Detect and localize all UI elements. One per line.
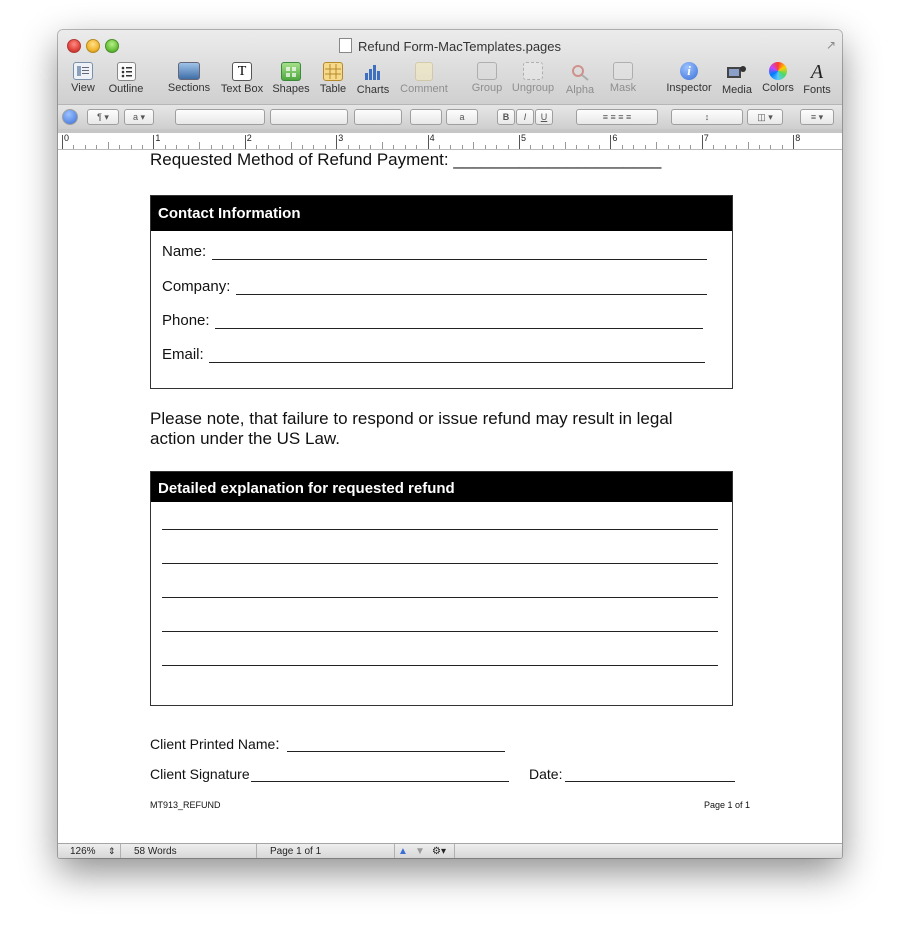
document-icon [339,38,352,53]
ruler-major-tick [428,135,429,149]
toolbar-outline-button[interactable] [105,62,147,102]
ruler-minor-tick [622,145,623,149]
client-printed-name-colon: : [275,736,280,753]
ruler-minor-tick [668,145,669,149]
toolbar-comment-label: Comment [400,83,448,95]
ruler-major-tick [702,135,703,149]
ruler-major-tick [245,135,246,149]
zoom-popup[interactable] [70,845,96,858]
alignment-buttons[interactable]: ≡ ≡ ≡ ≡ [576,109,658,125]
ruler-minor-tick [679,145,680,149]
toolbar-ungroup-label: Ungroup [511,82,555,94]
ruler-minor-tick [405,145,406,149]
ruler-minor-tick [188,145,189,149]
client-printed-name-label [150,736,280,754]
toolbar-fonts-button[interactable] [800,62,834,102]
toolbar-text-box-label: Text Box [220,83,264,95]
ruler-number: 1 [155,133,161,143]
ruler-major-tick [519,135,520,149]
toolbar-mask-label: Mask [609,82,637,94]
legal-note-line-2: action under the US Law. [150,429,340,448]
colors-icon [769,62,787,80]
ruler-minor-tick [576,145,577,149]
toolbar-alpha-button[interactable] [563,62,597,102]
ruler-minor-tick [131,145,132,149]
explanation-line[interactable] [162,665,718,666]
ruler-minor-tick [416,145,417,149]
underline-button[interactable] [535,109,553,125]
inspector-icon: i [680,62,698,80]
ruler-minor-tick [73,145,74,149]
ruler-minor-tick [736,145,737,149]
ruler-number: 4 [429,133,435,143]
ruler-minor-tick [119,145,120,149]
pages-window [58,30,842,858]
ruler-minor-tick [485,145,486,149]
toolbar-inspector-button[interactable] [664,62,714,102]
table-icon [323,62,343,81]
ruler-minor-tick [382,142,383,149]
previous-page-arrow-icon[interactable]: ▲ [398,846,408,857]
contact-email-label: Email: [162,346,204,363]
contact-phone-label: Phone: [162,312,210,329]
zoom-stepper-icon[interactable]: ⇕ [108,846,116,856]
ruler-minor-tick [96,145,97,149]
toolbar-shapes-button[interactable] [271,62,311,102]
ruler-minor-tick [165,145,166,149]
gear-icon[interactable]: ⚙▾ [432,846,446,857]
character-style-glyph: a [132,112,138,122]
ruler-minor-tick [233,145,234,149]
ruler-number: 5 [521,133,527,143]
ruler-number: 3 [338,133,344,143]
ruler-major-tick [153,135,154,149]
ruler-minor-tick [565,142,566,149]
toolbar-outline-label: Outline [108,83,144,95]
toolbar-fonts-label: Fonts [803,84,831,96]
ruler-major-tick [610,135,611,149]
footer-form-code: MT913_REFUND [150,800,221,810]
contact-company-field[interactable] [236,294,707,295]
toolbar-media-button[interactable] [720,62,754,102]
contact-name-label: Name: [162,243,207,260]
window-title [58,38,842,54]
toolbar-group-label: Group [471,82,503,94]
ruler-minor-tick [508,145,509,149]
bold-button[interactable] [497,109,515,125]
ruler-minor-tick [462,145,463,149]
group-icon [477,62,497,80]
italic-button[interactable] [516,109,534,125]
mask-icon [613,62,633,80]
shapes-icon [281,62,301,81]
status-divider [454,844,455,858]
toolbar-colors-button[interactable] [760,62,796,102]
view-icon [73,62,93,80]
character-style-popup[interactable]: a ▾ [124,109,154,125]
ruler-minor-tick [588,145,589,149]
ruler-minor-tick [348,145,349,149]
refund-method-line[interactable]: Requested Method of Refund Payment: ______________________ [150,150,662,169]
ruler-minor-tick [108,142,109,149]
ruler-minor-tick [782,145,783,149]
contact-email-field[interactable] [209,362,705,363]
toolbar-shapes-label: Shapes [272,83,310,95]
ruler-minor-tick [176,145,177,149]
ruler-minor-tick [473,142,474,149]
client-printed-name-field[interactable] [287,751,505,752]
ruler-minor-tick [291,142,292,149]
ruler-minor-tick [450,145,451,149]
ruler-minor-tick [199,142,200,149]
ruler-number: 2 [246,133,252,143]
toolbar-alpha-label: Alpha [565,84,595,96]
font-size-combo[interactable] [354,109,402,125]
status-divider [120,844,121,858]
text-color-well[interactable] [410,109,442,125]
explanation-box [150,471,733,706]
ruler-minor-tick [713,145,714,149]
legal-note-line-1: Please note, that failure to respond or issue refund may result in legal [150,409,673,428]
date-label: Date: [529,766,563,782]
contact-phone-field[interactable] [215,328,703,329]
ruler-major-tick [62,135,63,149]
client-signature-field[interactable] [251,781,509,782]
toolbar-mask-button[interactable] [607,62,639,102]
word-count: 58 Words [134,846,177,857]
sections-icon [178,62,200,80]
bold-label: B [502,112,510,122]
toolbar-inspector-label: Inspector [666,82,712,94]
status-bar [58,843,842,858]
client-signature-label: Client Signature [150,766,250,782]
fullscreen-icon[interactable]: ↗ [825,38,836,52]
ruler-number: 6 [612,133,618,143]
ruler-minor-tick [599,145,600,149]
explanation-line[interactable] [162,563,718,564]
next-page-arrow-icon[interactable]: ▼ [415,846,425,857]
ruler-minor-tick [553,145,554,149]
ruler-minor-tick [759,145,760,149]
toolbar-charts-label: Charts [356,84,390,96]
document-page[interactable] [58,150,842,843]
font-family-popup[interactable] [175,109,265,125]
contact-information-heading: Contact Information [151,196,732,231]
toolbar-ungroup-button[interactable] [510,62,556,102]
ruler-minor-tick [690,145,691,149]
toolbar-text-box-button[interactable] [218,62,266,102]
toolbar-sections-label: Sections [167,82,211,94]
ruler-minor-tick [268,145,269,149]
ruler-minor-tick [656,142,657,149]
toolbar-media-label: Media [722,84,752,96]
toolbar-charts-button[interactable] [354,62,392,102]
horizontal-ruler[interactable] [58,133,842,150]
fonts-icon: A [810,60,824,83]
toolbar-table-button[interactable] [316,62,350,102]
ruler-minor-tick [256,145,257,149]
ruler-minor-tick [748,142,749,149]
ruler-minor-tick [542,145,543,149]
styles-drawer-button[interactable] [62,109,78,125]
columns-popup[interactable]: ◫ ▾ [747,109,783,125]
ruler-minor-tick [222,145,223,149]
toolbar-colors-label: Colors [762,82,794,94]
text-box-icon: T [232,62,252,81]
ruler-minor-tick [496,145,497,149]
ruler-major-tick [336,135,337,149]
ruler-minor-tick [359,145,360,149]
ruler-minor-tick [142,145,143,149]
contact-information-box [150,195,733,389]
toolbar-comment-button[interactable] [398,62,450,102]
ruler-minor-tick [770,145,771,149]
ruler-minor-tick [313,145,314,149]
ruler-minor-tick [211,145,212,149]
media-icon [726,62,748,82]
text-background-well[interactable] [446,109,478,125]
charts-icon [362,62,384,82]
contact-company-label: Company: [162,278,231,295]
italic-label: I [523,112,527,122]
page-indicator: Page 1 of 1 [270,846,322,857]
explanation-line[interactable] [162,529,718,530]
toolbar-view-button[interactable] [66,62,100,102]
status-divider [394,844,395,858]
ruler-minor-tick [325,145,326,149]
ruler-minor-tick [645,145,646,149]
title-bar [58,30,842,134]
window-title-text: Refund Form-MacTemplates.pages [357,39,562,54]
ruler-minor-tick [633,145,634,149]
font-typeface-popup[interactable] [270,109,348,125]
ungroup-icon [523,62,543,80]
paragraph-style-popup[interactable]: ¶ ▾ [87,109,119,125]
explanation-line[interactable] [162,631,718,632]
list-style-popup[interactable]: ≡ ▾ [800,109,834,125]
ruler-minor-tick [370,145,371,149]
alpha-icon [569,62,591,82]
comment-icon [415,62,433,81]
format-bar [58,104,842,129]
ruler-minor-tick [530,145,531,149]
ruler-minor-tick [279,145,280,149]
toolbar-sections-button[interactable] [166,62,212,102]
status-divider [256,844,257,858]
outline-icon [117,62,136,81]
zoom-value: 126% [70,846,96,857]
ruler-minor-tick [439,145,440,149]
line-spacing-popup[interactable]: ↕ [671,109,743,125]
ruler-minor-tick [85,145,86,149]
ruler-minor-tick [725,145,726,149]
underline-label: U [540,112,548,122]
ruler-minor-tick [393,145,394,149]
ruler-number: 0 [64,133,70,143]
explanation-line[interactable] [162,597,718,598]
client-printed-name-text: Client Printed Name [150,736,276,752]
explanation-heading: Detailed explanation for requested refund [151,472,732,502]
toolbar-table-label: Table [319,83,347,95]
text-background-glyph: a [459,112,465,122]
toolbar-view-label: View [71,82,95,94]
ruler-number: 7 [703,133,709,143]
ruler-number: 8 [795,133,801,143]
date-field[interactable] [565,781,735,782]
ruler-major-tick [793,135,794,149]
contact-name-field[interactable] [212,259,707,260]
footer-page-number: Page 1 of 1 [704,800,751,810]
ruler-minor-tick [302,145,303,149]
toolbar-group-button[interactable] [468,62,506,102]
